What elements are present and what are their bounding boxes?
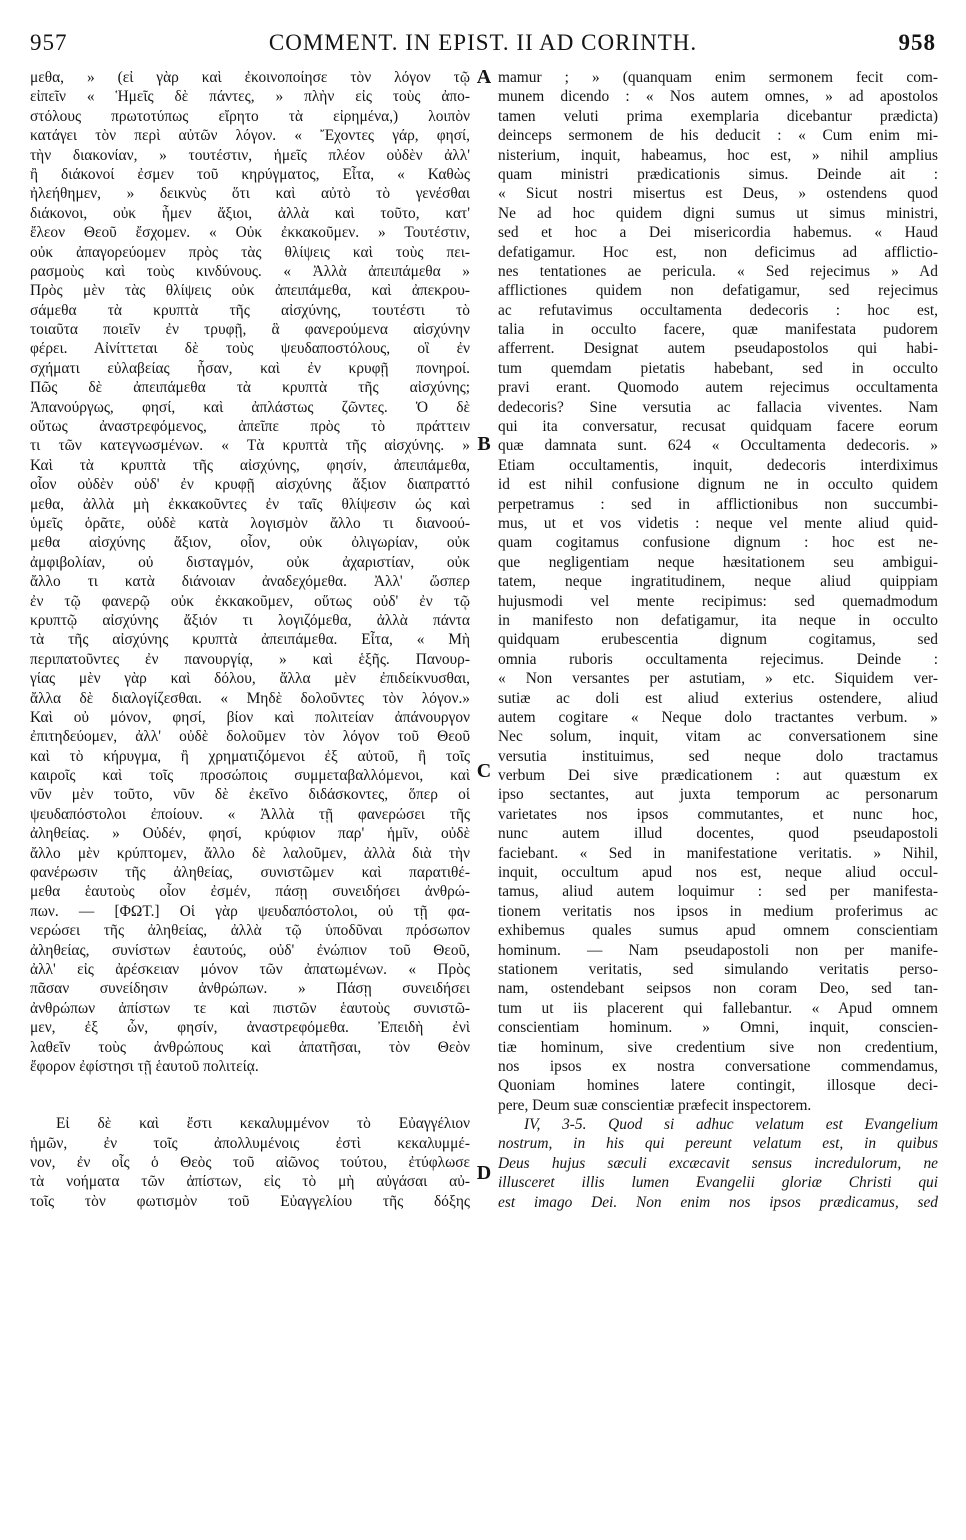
latin-text-line: nunc autem illud docentes, quod pseudapostoli [498,825,938,843]
greek-text-line: περιπατοῦντες ἐν πανουργίᾳ, » καὶ ἑξῆς. Πανουρ- [30,650,470,668]
greek-text-line: οὐκ ἀπαγορεύομεν πρὸς τὰς θλίψεις καὶ τοὺς πει- [30,243,470,261]
greek-text-line: ψευδαπόστολοι ἐποίουν. « Ἀλλὰ τῇ φανερώσει τῆς [30,805,470,823]
greek-text-line: ἄλλα δὲ διαλογίζεσθαι. « Μηδὲ δολοῦντες τὸν λόγον.» [30,689,470,707]
latin-text-line: hominum. — Nam pseudapostoli non per manife- [498,941,938,959]
latin-text-line: afferrent. Designat autem pseudapostolos qui habi- [498,340,938,358]
latin-text-line: mamur ; » (quanquam enim sermonem fecit com- [498,69,938,86]
greek-text-line: οὕτως ἀναστρεφόμενος, ἀπεῖπε πρὸς τὸ πράττειν [30,418,470,436]
latin-text-line: pravi erant. Quomodo autem rejecimus occultamenta [498,379,938,397]
latin-text-line: qui ita conversatur, recusat quidquam facere eorum [498,418,938,436]
greek-text-line: ἀλλ' εἰς ἀρέσκειαν μόνον τῶν ἀπατωμένων. « Πρὸς [30,960,470,978]
greek-lemma-line: Εἰ δὲ καὶ ἔστι κεκαλυμμένον τὸ Εὐαγγέλιον [56,1115,470,1133]
greek-text-line: τὰ τῆς αἰσχύνης κρυπτὰ ἀπειπάμεθα. Εἶτα, « Μὴ [30,631,470,649]
greek-text-line: καὶ τὸ κήρυγμα, ἢ χρηματιζόμενοι ἐξ αὐτοῦ, ἢ τοῖς [30,747,470,765]
latin-text-line: omnia ruboris occultamenta rejecimus. Deinde : [498,650,938,668]
greek-text-line: σάμεθα τὰ κρυπτὰ τῆς αἰσχύνης, τουτέστι τὸ [30,301,470,319]
greek-text-line: ἀληθείας, συνίστων ἑαυτούς, οὐδ' ἐνώπιον τοῦ Θεοῦ, [30,941,470,959]
latin-text-line: quam ministri prædicationis simus. Deinde ait : [498,165,938,183]
greek-text-line: φανέρωσιν τῆς ἀληθείας, συνιστῶμεν καὶ παρατιθέ- [30,864,470,882]
greek-text-line: ὑμεῖς ὁρᾶτε, οὐδὲ κατὰ λογισμὸν ἄλλο τι διανοού- [30,514,470,532]
latin-text-line: afflictiones quidem non defatigamur, sed rejecimus [498,282,938,300]
latin-text-line: Etiam occultamentis, inquit, dedecoris interdiximus [498,456,938,474]
greek-text-line: ἄλλο τι κατὰ διάνοιαν ἀναδεχόμεθα. Ἀλλ' ὥσπερ [30,573,470,591]
greek-lemma-line: ἡμῶν, ἐν τοῖς ἀπολλυμένοις ἐστὶ κεκαλυμμέ- [30,1134,470,1152]
latin-text-line: « Non versantes per astutiam, » etc. Siquidem ver- [498,670,938,688]
latin-text-line: faciebant. « Sed in manifestatione veritatis. » Nihil, [498,844,938,862]
greek-text-line: μεθα αἰσχύνης ἄξιον, οἷον, οὐκ ὀλιγωρίαν, οὐκ [30,534,470,552]
greek-text-line: νερώσει τῆς ἀληθείας, ἀλλὰ τῷ ὑποδῦναι πρόσωπον [30,922,470,940]
greek-text-line: ἔφορον ἐφίστησι τῇ ἑαυτοῦ πολιτείᾳ. [30,1057,259,1075]
greek-text-line: Καὶ οὐ μόνον, φησί, βίον καὶ πολιτείαν ἀπάνουργον [30,708,470,726]
latin-text-line: tatem, neque ingratitudinem, neque aliud quippiam [498,573,938,591]
greek-text-line: μεθα ἑαυτοὺς οἷον ἐσμέν, πάσῃ συνειδήσει ἀνθρώ- [30,883,470,901]
latin-column [498,68,938,1212]
latin-lemma-line: Deus hujus sæculi excæcavit sensus incredulorum, ne [498,1154,938,1172]
latin-text-line: Ne ad hoc quidem digni sumus ut simus ministri, [498,204,938,222]
latin-text-line: varietates nos ipsos commutantes, et nunc hoc, [498,805,938,823]
section-marker-c: C [476,760,492,782]
greek-text-line: Πῶς δὲ ἀπειπάμεθα τὰ κρυπτὰ τῆς αἰσχύνης; [30,379,470,397]
latin-text-line: tionem veritatis nos ipsos in medium proferimus ac [498,902,938,920]
latin-text-line: talia in occulto facere, quæ manifestata pudorem [498,321,938,339]
greek-text-line: νῦν μὲν τοῦτο, νῦν δὲ ἐκεῖνο διδάσκοντες, ὅπερ οἱ [30,786,470,804]
latin-text-line: Quoniam homines latere contingit, illosque deci- [498,1077,938,1095]
latin-text-line: munem dicendo : « Nos autem omnes, » ad apostolos [498,88,938,106]
latin-text-line: que negligentiam neque hæsitationem seu ambigui- [498,553,938,571]
greek-text-line: ἀνθρώπων ἀπίστων τε καὶ πιστῶν ἑαυτοὺς συνιστῶ- [30,999,470,1017]
latin-lemma-line: est imago Dei. Non enim nos ipsos prædicamus, sed [498,1193,938,1211]
section-marker-b: B [477,433,491,455]
latin-text-line: sed et hoc a Dei misericordia habemus. « Haud [498,224,938,242]
greek-text-line: ἄλλο μὲν κρύπτομεν, ἄλλο δὲ λαλοῦμεν, ἀλλὰ διὰ τὴν [30,844,470,862]
greek-text-line: κρυπτῷ αἰσχύνης ἄξιόν τι λογιζόμεθα, ἀλλὰ πάντα [30,611,470,629]
greek-text-line: πᾶσαν συνείδησιν ἀνθρώπων. » Πάσῃ συνειδήσει [30,980,470,998]
section-marker-d: D [476,1162,492,1184]
latin-text-line: nam, ostendebant seipsos non coram Deo, sed tan- [498,980,938,998]
greek-text-line: φέρει. Αἰνίττεται δὲ τοὺς ψευδαποστόλους, οἳ ἐν [30,340,470,358]
latin-text-line: hujusmodi vel mente recipimus: sed quemadmodum [498,592,938,610]
greek-text-line: σχήματι εὐλαβείας ἦσαν, καὶ ἐν κρυφῇ πονηροί. [30,359,470,377]
running-title: COMMENT. IN EPIST. II AD CORINTH. [268,30,698,55]
latin-text-line: ipso sectantes, aut juxta temporum ac personarum [498,786,938,804]
latin-text-line: deinceps sermonem de his deducit : « Cum enim mi- [498,127,938,145]
greek-text-line: ἐν τῷ φανερῷ οὐκ ἐκκακοῦμεν, οὕτως οὐδ' ἐν τῷ [30,592,470,610]
greek-lemma-line: νον, ἐν οἷς ὁ Θεὸς τοῦ αἰῶνος τούτου, ἐτύφλωσε [30,1154,470,1172]
greek-column [30,68,470,1211]
latin-text-line: id est nihil confusione dignum ne in occulto quidem [498,476,938,494]
latin-lemma-line: illusceret illis lumen Evangelii gloriæ Christi qui [498,1174,938,1192]
greek-text-line: οἷον οὐδὲν οὐδ' ἐν κρυφῇ αἰσχύνης ἄξιον διαπραττό [30,476,470,494]
latin-text-line: nos ipsos ex nostra conversatione commendamus, [498,1057,938,1075]
latin-text-line: tamen veluti prima exemplaria dicebantur prædicta) [498,107,938,125]
latin-lemma-line: IV, 3-5. Quod si adhuc velatum est Evangelium [524,1116,938,1134]
greek-text-line: ἐπιτηδεύομεν, ἀλλ' οὐδὲ δολοῦμεν τὸν λόγον τοῦ Θεοῦ [30,728,470,746]
greek-text-line: λαθεῖν τοὺς ἀνθρώπους καὶ ἀπατῆσαι, τὸν Θεὸν [30,1038,470,1056]
greek-text-line: καιροῖς καὶ τοῖς προσώποις συμμεταβαλλόμενοι, καὶ [30,767,470,785]
latin-text-line: conscientiam hominum. » Omni, inquit, conscien- [498,1019,938,1037]
latin-text-line: pere, Deum suæ conscientiæ præfecit inspectorem. [498,1096,812,1114]
greek-text-line: γίας μὲν γὰρ καὶ δόλου, ἄλλα μὲν ἐπιδείκνυσθαι, [30,670,470,688]
latin-text-line: inquit, occultum apud nos est, neque aliud occul- [498,864,938,882]
greek-text-line: μεν, ἐξ ὧν, φησίν, ἀναστρεφόμεθα. Ἐπειδὴ ἐνὶ [30,1019,470,1037]
latin-text-line: stationem veritatis, sed simulando veritatis perso- [498,960,938,978]
latin-text-line: ac refutavimus occultamenta dedecoris : hoc est, [498,301,938,319]
greek-text-line: ἔλεον Θεοῦ ἔσχομεν. « Οὐκ ἐκκακοῦμεν. » Τουτέστιν, [30,224,470,242]
latin-text-line: tum quemdam pietatis habebant, sed in occulto [498,359,938,377]
latin-text-line: verbum Dei sive prædicationem : aut quæstum ex [498,767,938,785]
greek-text-line: ρασμοὺς καὶ τοὺς κινδύνους. « Ἀλλὰ ἀπειπάμεθα » [30,262,470,280]
greek-text-line: διάκονοι, οὐκ ἦμεν ἄξιοι, ἀλλὰ καὶ τοῦτο, κατ' [30,204,470,222]
page-number-right: 958 [898,30,936,55]
latin-text-line: quam cogitamus confusione dignum : hoc est ne- [498,534,938,552]
latin-lemma-line: nostrum, in his qui pereunt velatum est, in quibus [498,1135,938,1153]
latin-text-line: defatigamur. Hoc est, non deficimus ad afflictio- [498,243,938,261]
latin-text-line: perpetramus : sed in afflictionibus non succumbi- [498,495,938,513]
greek-text-line: στόλους πρωτοτύπως εἴρητο τὰ εἰρημένα,) λοιπὸν [30,107,470,125]
greek-text-line: τὴν διακονίαν, » τουτέστιν, ἡμεῖς πλέον οὐδὲν ἀλλ' [30,146,470,164]
running-header [30,30,936,58]
greek-text-line: κατάγει τὸν περὶ αὐτῶν λόγον. « Ἔχοντες γάρ, φησί, [30,127,470,145]
greek-text-line: τι τῶν κατεγνωσμένων. « Τὰ κρυπτὰ τῆς αἰσχύνης. » [30,437,470,455]
latin-text-line: dedecoris? Sine versutia ac fallacia viventes. Nam [498,398,938,416]
latin-text-line: Nec solum, inquit, vitam ac conversationem sine [498,728,938,746]
greek-text-line: ἀληθείας. » Οὐδέν, φησί, κρύφιον παρ' ἡμῖν, οὐδὲ [30,825,470,843]
latin-text-line: sutiæ ac doli est aliud exterius ostendere, aliud [498,689,938,707]
latin-text-line: nisterium, inquit, habeamus, hoc est, » nihil amplius [498,146,938,164]
latin-text-line: tum ut iis placerent qui fallebantur. « Apud omnem [498,999,938,1017]
latin-text-line: versutia instituimus, sed neque dolo tractamus [498,747,938,765]
greek-text-line: ἢ διάκονοί ἐσμεν τοῦ κηρύγματος, Εἶτα, « Καθὼς [30,165,470,183]
greek-text-line: ἀμφιβολίαν, οὐ δισταγμόν, οὐκ ἀχαριστίαν, οὐκ [30,553,470,571]
greek-text-line: πων. — [ΦΩΤ.] Οἱ γὰρ ψευδαπόστολοι, οὐ τῇ φα- [30,902,470,920]
latin-text-line: tamus, aliud autem loquimur : sed per manifesta- [498,883,938,901]
greek-lemma-line: τὰ νοήματα τῶν ἀπίστων, εἰς τὸ μὴ αὐγάσαι αὐ- [30,1173,470,1191]
greek-text-line: τοιαῦτα ποιεῖν ἐν τρυφῇ, ἃ φανερούμενα αἰσχύνην [30,321,470,339]
greek-text-line: Πρὸς μὲν τὰς θλίψεις οὐκ ἀπειπάμεθα, καὶ ἀπεκρου- [30,282,470,300]
page-number-left: 957 [30,30,68,55]
greek-lemma-line: τοῖς τὸν φωτισμὸν τοῦ Εὐαγγελίου τῆς δόξης [30,1192,470,1210]
greek-text-line: εἰπεῖν « Ἡμεῖς δὲ πάντες, » πλὴν εἰς τοὺς ἀπο- [30,88,470,106]
latin-text-line: quidquam erubescentia dignum cogitamus, sed [498,631,938,649]
greek-text-line: μεθα, ἀλλὰ μὴ ἐκκακοῦντες ἐν ταῖς θλίψεσιν ὡς καὶ [30,495,470,513]
greek-text-line: μεθα, » (εἰ γὰρ καὶ ἐκοινοποίησε τὸν λόγον τῷ [30,69,470,86]
latin-text-line: « Sicut nostri misertus est Deus, » ostendens quod [498,185,938,203]
latin-text-line: nes tentationes ae pericula. « Sed rejecimus » Ad [498,262,938,280]
latin-text-line: mus, ut et vos videtis : neque vel mente aliud quid- [498,514,938,532]
latin-text-line: quæ damnata sunt. 624 « Occultamenta dedecoris. » [498,437,938,455]
greek-text-line: Ἀπανούργως, φησί, καὶ ἀπλάστως ζῶντες. Ὁ δὲ [30,398,470,416]
latin-text-line: tiæ hominum, sive credentium sive non credentium, [498,1038,938,1056]
latin-text-line: exhibemus quales sumus apud omnem conscientiam [498,922,938,940]
latin-text-line: in manifesto non defatigamur, ita neque in occulto [498,611,938,629]
latin-text-line: autem cogitare « Neque dolo tractantes verbum. » [498,708,938,726]
section-marker-a: A [476,66,492,88]
greek-text-line: Καὶ τὰ κρυπτὰ τῆς αἰσχύνης, φησίν, ἀπειπάμεθα, [30,456,470,474]
paragraph-gap [30,1076,470,1114]
greek-text-line: ἠλεήθημεν, » δεικνὺς ὅτι καὶ αὐτὸ τὸ γενέσθαι [30,185,470,203]
